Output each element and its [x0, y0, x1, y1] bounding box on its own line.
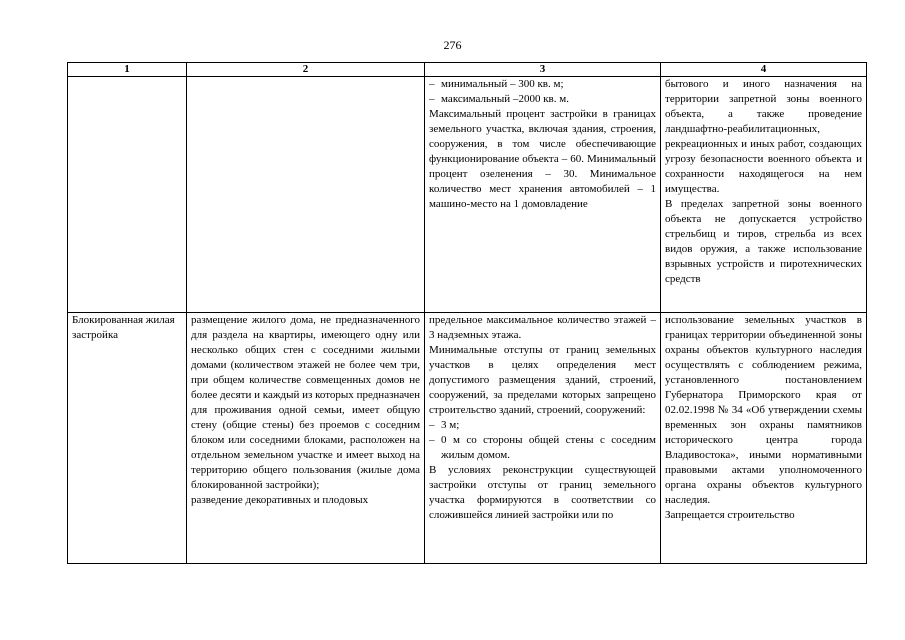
parameters-text: Максимальный процент застройки в границах земельного участка, включая здания, строения, сооружения, в том числе обеспечивающие функционирование объекта – 60. Минимальный процент озеленения – 30. Минимальное количество мест хранения автомобилей – 1 машино-место на 1 домовладение: [429, 108, 657, 210]
list-item: – 0 м со стороны общей стены с соседним жилым домом.: [429, 433, 656, 463]
cell-parameters: [425, 313, 661, 564]
restrictions-text: Запрещается строительство: [665, 509, 795, 521]
cell-use-description: [187, 313, 425, 564]
description-text: разведение декоративных и плодовых: [191, 494, 369, 506]
header-col-3: 3: [425, 63, 661, 77]
cell-use-description: [187, 77, 425, 313]
restrictions-text: использование земельных участков в границах территории объединенной зоны охраны объектов культурного наследия осуществлять с соблюдением режима, установленного постановлением Губернатора Приморского края от 02.02.1998 № 34 «Об утверждении схемы временных зон охраны памятников исторического центра города Владивостока», иными нормативными правовыми актами уполномоченного органа охраны объектов культурного наследия.: [665, 314, 862, 506]
parameters-text: В условиях реконструкции существующей застройки отступы от границ земельного участка формируются в соответствии со сложившейся линией застройки или по: [429, 464, 657, 521]
parameters-list: [429, 418, 656, 463]
description-text: размещение жилого дома, не предназначенного для раздела на квартиры, имеющего одну или несколько общих стен с соседними жилыми домами (количеством этажей не более чем три, при общем количестве совмещенных домов не более десяти и каждый из которых предназначен для проживания одной семьи, имеет общую стену (общие стены) без проемов с соседним блоком или соседними блоками, расположен на отдельном земельном участке и имеет выход на территорию общего пользования (жилые дома блокированной застройки);: [191, 314, 421, 491]
cell-restrictions: [661, 77, 867, 313]
header-col-4: 4: [661, 63, 867, 77]
cell-use-type: [68, 77, 187, 313]
header-col-1: 1: [68, 63, 187, 77]
cell-restrictions: [661, 313, 867, 564]
cell-use-type: Блокированная жилая застройка: [68, 313, 187, 564]
list-item: – 3 м;: [429, 418, 656, 433]
zoning-table: [67, 62, 867, 564]
restrictions-text: В пределах запретной зоны военного объекта не допускается устройство стрельбищ и тиров, стрельба из всех видов оружия, а также использование взрывных устройств и пиротехнических средств: [665, 198, 862, 285]
list-item: – максимальный –2000 кв. м.: [429, 92, 656, 107]
list-item: – минимальный – 300 кв. м;: [429, 77, 656, 92]
table-row: [68, 77, 867, 313]
header-col-2: 2: [187, 63, 425, 77]
restrictions-text: бытового и иного назначения на территории запретной зоны военного объекта, а также проведение ландшафтно-реабилитационных, рекреационных и иных работ, создающих угрозу безопасности военного объекта и сохранности находящегося на нем имущества.: [665, 78, 862, 195]
table-row: [68, 313, 867, 564]
parameters-text: Минимальные отступы от границ земельных участков в целях определения мест допустимого размещения зданий, строений, сооружений, за пределами которых запрещено строительство зданий, строений, сооружений:: [429, 344, 657, 416]
table-header-row: [68, 63, 867, 77]
page-number: 276: [443, 38, 462, 52]
parameters-text: предельное максимальное количество этажей – 3 надземных этажа.: [429, 314, 657, 341]
cell-parameters: [425, 77, 661, 313]
parameters-list: [429, 77, 656, 107]
